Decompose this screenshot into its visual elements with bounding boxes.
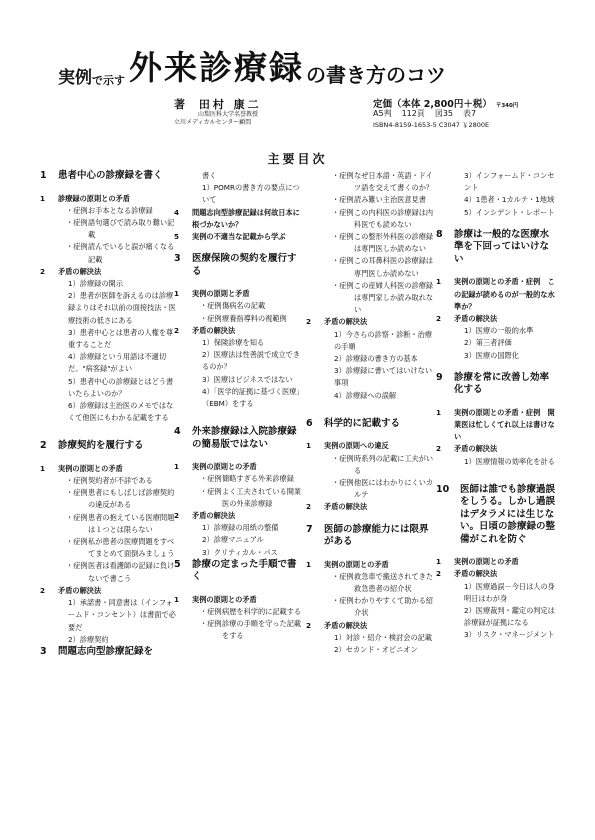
subsection-item bbox=[436, 194, 558, 206]
subsection-item bbox=[174, 337, 304, 349]
item-text: 診療契約を履行する bbox=[58, 440, 144, 452]
case-example bbox=[306, 477, 436, 501]
case-marker: ・症例 bbox=[200, 301, 222, 311]
case-example bbox=[40, 560, 176, 584]
item-text: 矛盾の解決法 bbox=[324, 317, 368, 327]
case-marker: ・症例 bbox=[332, 256, 354, 266]
item-text: 診療の定まった手順で書く bbox=[192, 558, 297, 583]
section-heading bbox=[436, 443, 558, 455]
subsection-item bbox=[40, 634, 176, 646]
item-number: 10 bbox=[436, 483, 450, 495]
item-text: 2）セカンド・オピニオン bbox=[334, 645, 418, 654]
item-text: 3）医療はビジネスではない bbox=[202, 374, 293, 384]
item-text: 矛盾の解決法 bbox=[324, 502, 368, 512]
item-text: 契約者が不詳である bbox=[88, 476, 153, 486]
item-text: 実例の原則との矛盾・症例 この記録が読めるのが一般的な水準か？ bbox=[454, 277, 555, 311]
item-number: 1 bbox=[174, 289, 180, 299]
case-marker: ・症例 bbox=[66, 488, 88, 498]
item-text: この内科医の診療録は内科医でも読めない bbox=[354, 207, 434, 229]
subsection-item bbox=[306, 365, 436, 389]
item-text: 傷病名の記載 bbox=[222, 301, 266, 311]
subsection-item bbox=[436, 325, 558, 337]
item-text: 3）リスク・マネージメント bbox=[464, 630, 555, 640]
item-number: 1 bbox=[436, 407, 442, 417]
case-marker: ・症例 bbox=[200, 607, 222, 617]
item-text: 4）1患者・1カルテ・1地域 bbox=[464, 195, 555, 205]
case-marker: ・症例 bbox=[332, 280, 354, 290]
book-title bbox=[58, 48, 538, 90]
item-text: 2）患者が医師を訴えるのは診療録よりはそれ以前の面接技法・医療技術の低さにある bbox=[68, 291, 176, 325]
chapter-title bbox=[306, 524, 436, 549]
item-text: この耳鼻科医の診療録は専門医しか読めない bbox=[354, 256, 434, 278]
item-text: この整形外科医の診療録は専門医しか読めない bbox=[354, 232, 434, 254]
item-text: お手本となる診療録 bbox=[88, 205, 153, 215]
spacer bbox=[306, 402, 436, 418]
spacer bbox=[40, 424, 176, 440]
section-heading bbox=[174, 325, 304, 337]
item-number: 2 bbox=[306, 502, 312, 512]
item-text: 4）「医学的証拠に基づく医療」（EBM）をする bbox=[202, 386, 304, 409]
item-number: 3 bbox=[40, 645, 47, 657]
figures: 図35 bbox=[434, 109, 454, 118]
item-text: 2）診療契約 bbox=[68, 634, 109, 644]
item-text: 矛盾の解決法 bbox=[324, 620, 368, 630]
subsection-item bbox=[306, 329, 436, 353]
section-heading bbox=[40, 266, 176, 278]
item-text: 2）医療法は性善説で成立できるのか？ bbox=[202, 350, 301, 372]
case-example bbox=[40, 205, 176, 217]
author-line bbox=[174, 96, 262, 112]
subsection-item bbox=[436, 170, 558, 194]
spacer bbox=[436, 219, 558, 229]
item-text: 私が患者の医療問題をすべてまとめて面倒みましょう bbox=[88, 537, 175, 559]
isbn: ISBN4-8159-1653-5 C3047 ￥2800E bbox=[373, 121, 490, 129]
item-text: 1）医療の一般的水準 bbox=[464, 326, 534, 336]
item-text: よく工夫されている開業医の外来診療録 bbox=[222, 486, 302, 508]
item-number: 4 bbox=[174, 426, 181, 438]
item-number: 7 bbox=[306, 523, 313, 535]
section-heading bbox=[174, 461, 304, 473]
subsection-item bbox=[436, 350, 558, 362]
title-main: 外来診療録 bbox=[129, 48, 304, 87]
case-marker: ・症例 bbox=[332, 453, 354, 463]
chapter-title bbox=[40, 440, 176, 453]
section-heading bbox=[306, 501, 436, 513]
case-example bbox=[174, 618, 304, 642]
item-text: 医師の診療能力には限界がある bbox=[324, 523, 429, 548]
subsection-item bbox=[40, 327, 176, 351]
item-text: 1）医療過誤－今日は人の身明日はわが身 bbox=[464, 581, 555, 603]
item-text: 他医にはわかりにくいカルテ bbox=[354, 477, 434, 500]
case-example bbox=[306, 231, 436, 255]
item-number: 1 bbox=[436, 557, 442, 567]
case-example bbox=[40, 475, 176, 487]
case-marker: ・症例 bbox=[66, 476, 88, 486]
item-text: 実例の不適当な記載から学ぶ bbox=[192, 232, 286, 242]
section-heading bbox=[436, 556, 558, 568]
spacer bbox=[174, 410, 304, 426]
item-text: 矛盾の解決法 bbox=[58, 266, 102, 276]
case-marker: ・症例 bbox=[332, 596, 354, 606]
case-example bbox=[174, 313, 304, 325]
subsection-item bbox=[40, 278, 176, 290]
item-text: 矛盾の解決法 bbox=[58, 585, 102, 595]
case-example bbox=[306, 255, 436, 279]
item-text: 診療は一般的な医療水準を下回ってはいけない bbox=[454, 228, 550, 265]
item-text: 矛盾の解決法 bbox=[454, 444, 498, 454]
case-marker: ・症例 bbox=[66, 205, 88, 215]
title-prefix-small: で示す bbox=[92, 74, 125, 87]
item-text: 3）患者中心とは患者の人権を尊重することだ bbox=[68, 327, 174, 349]
case-example bbox=[306, 207, 436, 231]
section-heading bbox=[306, 559, 436, 571]
spacer bbox=[306, 430, 436, 440]
toc-column-4 bbox=[436, 170, 558, 642]
item-number: 2 bbox=[40, 440, 47, 452]
subsection-item bbox=[40, 400, 176, 424]
section-heading bbox=[174, 510, 304, 522]
case-marker: ・症例 bbox=[66, 537, 88, 547]
section-heading bbox=[40, 193, 176, 205]
item-text: 3）診療録に書いてはいけない事項 bbox=[334, 366, 433, 388]
item-text: 診療の手順を守った記載をする bbox=[222, 619, 302, 641]
subsection-item bbox=[436, 581, 558, 605]
item-number: 2 bbox=[306, 620, 312, 630]
subsection-item bbox=[174, 374, 304, 386]
case-example bbox=[174, 606, 304, 618]
item-text: 語句選びで読み取り難い記載 bbox=[88, 217, 175, 240]
book-spec bbox=[373, 108, 486, 119]
case-example bbox=[174, 473, 304, 485]
item-number: 2 bbox=[436, 569, 442, 579]
section-heading bbox=[40, 463, 176, 475]
item-number: 5 bbox=[174, 558, 181, 570]
case-example bbox=[306, 571, 436, 595]
item-text: 1）医療情報の効率化を計る bbox=[464, 456, 555, 466]
item-number: 2 bbox=[40, 266, 46, 276]
item-text: 実例の原則との矛盾・症例 開業医は忙しくてれ以上は書けない bbox=[454, 407, 555, 442]
item-text: 2）第三者評価 bbox=[464, 338, 512, 348]
case-marker: ・症例 bbox=[66, 561, 88, 571]
item-text: 科学的に記載する bbox=[324, 417, 401, 429]
chapter-title bbox=[174, 426, 304, 451]
chapter-title bbox=[436, 372, 558, 397]
pages: 112頁 bbox=[401, 109, 425, 118]
item-text: 病歴を科学的に記載する bbox=[222, 607, 302, 617]
item-number: 1 bbox=[306, 559, 312, 569]
item-text: 2）診療マニュアル bbox=[202, 535, 264, 545]
subsection-item bbox=[436, 605, 558, 629]
item-text: 2）医療裁判・鑑定の判定は診療録が証拠になる bbox=[464, 606, 555, 628]
case-marker: ・症例 bbox=[332, 232, 354, 242]
spacer bbox=[306, 514, 436, 524]
postage: 〒340円 bbox=[495, 103, 519, 109]
subsection-item bbox=[436, 456, 558, 468]
case-marker: ・症例 bbox=[332, 171, 354, 180]
spacer bbox=[40, 453, 176, 463]
format: A5判 bbox=[373, 109, 392, 118]
spacer bbox=[436, 362, 558, 372]
author-name: 田村 康二 bbox=[198, 98, 262, 111]
item-text: 1）診療録の用紙の整備 bbox=[202, 523, 279, 533]
item-text: 矛盾の解決法 bbox=[454, 313, 498, 323]
subsection-item bbox=[174, 522, 304, 534]
item-text: 医療保険の契約を履行する bbox=[192, 253, 297, 277]
case-marker: ・症例 bbox=[200, 474, 222, 484]
case-example bbox=[40, 512, 176, 536]
item-text: 患者の抱えている医療問題は１つとは限らない bbox=[88, 512, 175, 534]
chapter-title bbox=[40, 646, 176, 659]
case-marker: ・症例 bbox=[332, 571, 354, 581]
item-number: 1 bbox=[40, 463, 46, 473]
section-heading bbox=[306, 316, 436, 328]
item-text: 時系列の記載に工夫がいる bbox=[354, 453, 434, 475]
item-text: 救急車で搬送されてきた救急患者の紹介状 bbox=[354, 571, 434, 593]
subsection-item bbox=[306, 390, 436, 402]
item-number: 1 bbox=[306, 441, 312, 451]
item-number: 3 bbox=[174, 253, 181, 265]
subsection-item bbox=[174, 386, 304, 410]
item-text: 1）診療録の開示 bbox=[68, 278, 123, 288]
case-example bbox=[40, 241, 176, 265]
item-text: 1）対診・紹介・検討会の記載 bbox=[334, 632, 433, 642]
case-marker: ・症例 bbox=[200, 313, 222, 323]
section-heading bbox=[40, 585, 176, 597]
subsection-item bbox=[436, 629, 558, 641]
spacer bbox=[436, 468, 558, 484]
item-number: 2 bbox=[174, 511, 180, 521]
item-number: 1 bbox=[40, 193, 46, 203]
subsection-item bbox=[40, 290, 176, 327]
chapter-title bbox=[436, 484, 558, 547]
item-text: なぜ日本語・英語・ドイツ語を交えて書くのか？ bbox=[354, 171, 434, 193]
item-text: 6）診療録は主治医のメモではなくて他医にもわかる記載をする bbox=[68, 400, 174, 423]
item-text: 実例の原則への違反 bbox=[324, 441, 389, 451]
item-text: 診療を常に改善し効率化する bbox=[454, 371, 550, 396]
item-text: 矛盾の解決法 bbox=[454, 569, 498, 579]
case-marker: ・症例 bbox=[332, 195, 354, 205]
spacer bbox=[174, 451, 304, 461]
item-text: 書く bbox=[202, 171, 217, 180]
subsection-item bbox=[174, 170, 304, 182]
item-text: 診療録の原則との矛盾 bbox=[58, 193, 130, 203]
subsection-item bbox=[436, 337, 558, 349]
section-heading bbox=[174, 594, 304, 606]
item-text: 4）診療録への誤解 bbox=[334, 390, 397, 400]
item-text: 医師は誰でも診療過誤をしうる。しかし過誤はデタラメには生じない。日頃の診療録の整備がこれを防ぐ bbox=[460, 483, 556, 545]
item-text: 5）インシデント・レポート bbox=[464, 207, 555, 217]
affiliation-2: 立川メディカルセンター顧問 bbox=[174, 119, 252, 126]
item-text: 実例の原則との矛盾 bbox=[192, 462, 257, 472]
item-text: 4）診療録という用語は不適切だ。"病客録"がよい bbox=[68, 352, 167, 374]
item-number: 2 bbox=[436, 444, 442, 454]
item-text: 実例の原則との矛盾 bbox=[58, 463, 123, 473]
item-text: 問題志向型診療記録を bbox=[58, 645, 154, 657]
item-number: 2 bbox=[174, 325, 180, 335]
section-heading bbox=[306, 620, 436, 632]
case-example bbox=[174, 300, 304, 312]
item-text: 2）診療録の書き方の基本 bbox=[334, 354, 418, 364]
section-heading bbox=[174, 231, 304, 243]
subsection-item bbox=[306, 353, 436, 365]
spacer bbox=[174, 584, 304, 594]
subsection-item bbox=[306, 632, 436, 644]
case-example bbox=[306, 280, 436, 317]
case-example bbox=[174, 486, 304, 510]
subsection-item bbox=[174, 182, 304, 206]
spacer bbox=[306, 549, 436, 559]
author-affiliation bbox=[174, 111, 258, 127]
case-example bbox=[306, 194, 436, 206]
item-number: 9 bbox=[436, 371, 443, 383]
item-text: 1）承諾書・同意書は（インフォームド・コンセント）は書面で必要だ bbox=[68, 598, 176, 632]
section-heading bbox=[436, 407, 558, 444]
item-number: 2 bbox=[40, 585, 46, 595]
subsection-item bbox=[174, 547, 304, 559]
section-heading bbox=[436, 276, 558, 313]
item-text: 実例の原則との矛盾 bbox=[454, 557, 519, 567]
item-text: 患者中心の診療録を書く bbox=[58, 170, 163, 181]
item-text: 5）患者中心の診療録とはどう書いたらよいのか？ bbox=[68, 376, 174, 398]
spacer bbox=[436, 546, 558, 556]
title-suffix: の書き方のコツ bbox=[306, 63, 446, 87]
tables: 表7 bbox=[463, 109, 477, 118]
toc-column-2 bbox=[174, 170, 304, 643]
case-marker: ・症例 bbox=[66, 242, 88, 252]
item-text: 実例の原則との矛盾 bbox=[192, 594, 257, 604]
item-text: 外来診療録は入院診療録の簡易版ではない bbox=[192, 426, 297, 450]
subsection-item bbox=[436, 207, 558, 219]
item-text: 矛盾の解決法 bbox=[192, 325, 236, 335]
item-text: 3）医療の国際化 bbox=[464, 350, 519, 360]
subsection-item bbox=[40, 351, 176, 375]
case-example bbox=[306, 170, 436, 194]
case-example bbox=[40, 217, 176, 241]
section-heading bbox=[436, 568, 558, 580]
item-text: 患者にもしばしば診療契約の違反がある bbox=[88, 488, 175, 510]
item-text: 読んでいると誤が痛くなる記載 bbox=[88, 242, 175, 264]
item-number: 1 bbox=[174, 462, 180, 472]
case-marker: ・症例 bbox=[200, 619, 222, 629]
subsection-item bbox=[40, 376, 176, 400]
item-number: 8 bbox=[436, 228, 443, 240]
case-example bbox=[40, 487, 176, 511]
subsection-item bbox=[40, 597, 176, 634]
case-marker: ・症例 bbox=[66, 217, 88, 227]
item-text: 問題志向型診療記録は何故日本に根づかないか？ bbox=[192, 207, 300, 229]
spacer bbox=[436, 397, 558, 407]
chapter-title bbox=[436, 229, 558, 267]
item-text: 1）今さらの診察・診断・治療の手順 bbox=[334, 329, 433, 351]
chapter-title bbox=[40, 170, 176, 183]
item-number: 4 bbox=[174, 207, 180, 217]
price: 定価（本体 2,800円＋税） bbox=[373, 99, 492, 110]
item-text: 実例の原則と矛盾 bbox=[192, 289, 250, 299]
chapter-title bbox=[174, 253, 304, 278]
subsection-item bbox=[174, 349, 304, 373]
chapter-title bbox=[306, 418, 436, 431]
item-number: 1 bbox=[40, 170, 47, 181]
affiliation-1: 山梨医科大学名誉教授 bbox=[198, 111, 259, 118]
item-number: 1 bbox=[436, 277, 442, 287]
case-marker: ・症例 bbox=[332, 207, 354, 217]
section-heading bbox=[174, 288, 304, 300]
title-prefix: 実例 bbox=[58, 68, 92, 88]
chapter-title bbox=[174, 559, 304, 584]
section-heading bbox=[306, 440, 436, 452]
case-example bbox=[306, 453, 436, 477]
case-example bbox=[306, 595, 436, 619]
item-text: 読み難い主治医意見書 bbox=[354, 195, 426, 205]
toc-heading: 主要目次 bbox=[267, 152, 328, 166]
subsection-item bbox=[174, 534, 304, 546]
item-number: 1 bbox=[174, 594, 180, 604]
item-text: 実例の原則との矛盾 bbox=[324, 559, 389, 569]
section-heading bbox=[436, 313, 558, 325]
subsection-item bbox=[306, 644, 436, 656]
spacer bbox=[40, 183, 176, 193]
item-text: 3）インフォームド・コンセント bbox=[464, 171, 555, 193]
author-label: 著 bbox=[174, 98, 185, 111]
item-number: 2 bbox=[436, 313, 442, 323]
spacer bbox=[174, 243, 304, 253]
item-text: 矛盾の解決法 bbox=[192, 511, 236, 521]
item-text: 療養指導料の視範例 bbox=[222, 313, 287, 323]
item-text: 医者は看護師の記録に負けないで書こう bbox=[88, 561, 175, 583]
spacer bbox=[174, 278, 304, 288]
item-text: この産婦人科医の診療録は専門家しか読み取れない bbox=[354, 280, 434, 315]
section-heading bbox=[174, 207, 304, 231]
case-marker: ・症例 bbox=[200, 486, 222, 496]
toc-column-1 bbox=[40, 170, 176, 658]
item-number: 5 bbox=[174, 232, 180, 242]
case-marker: ・症例 bbox=[332, 477, 354, 487]
spacer bbox=[436, 266, 558, 276]
case-marker: ・症例 bbox=[66, 512, 88, 522]
item-text: 3）クリティカル・パス bbox=[202, 547, 278, 557]
toc-column-3 bbox=[306, 170, 436, 656]
item-text: 簡略すぎる外来診療録 bbox=[222, 474, 294, 484]
item-text: わかりやすくて助かる紹介状 bbox=[354, 596, 434, 618]
item-number: 2 bbox=[306, 317, 312, 327]
item-number: 6 bbox=[306, 417, 313, 429]
item-text: 1）POMRの書き方の要点について bbox=[202, 183, 300, 205]
item-text: 1）保険診療を知る bbox=[202, 338, 265, 348]
case-example bbox=[40, 536, 176, 560]
